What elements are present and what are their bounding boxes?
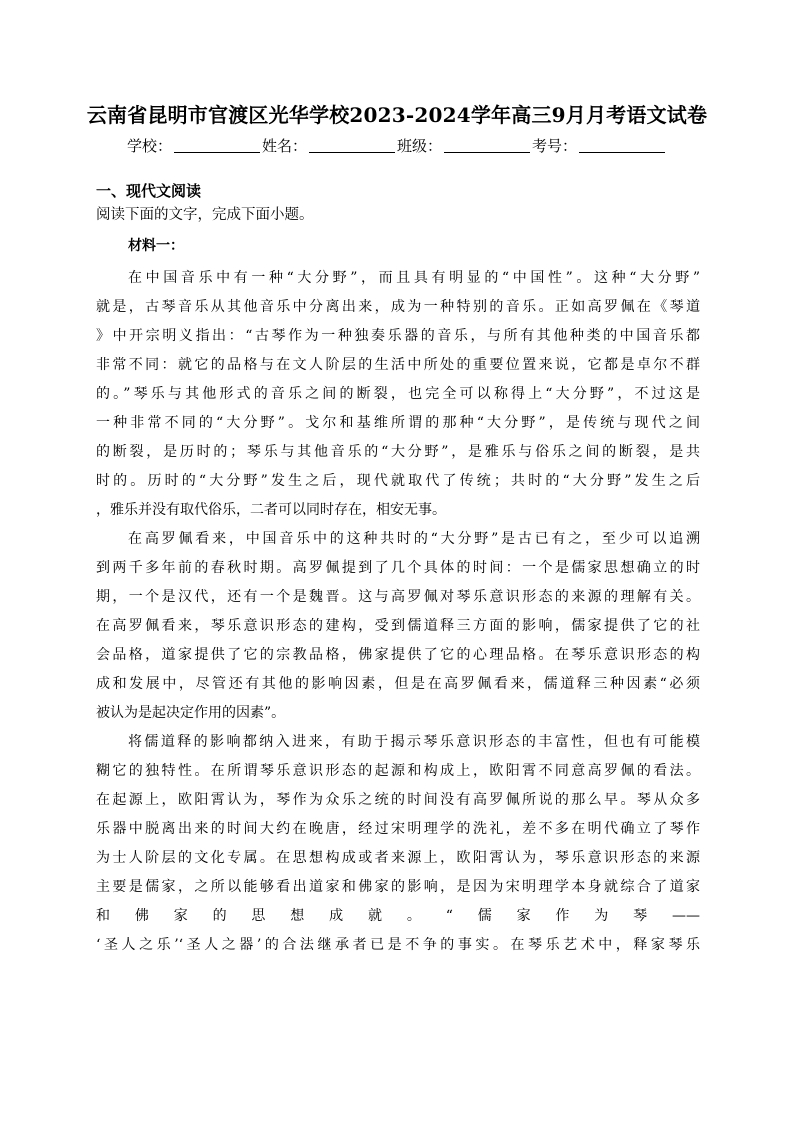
name-label: 姓名： [261, 137, 307, 155]
exam-number-blank[interactable] [579, 137, 665, 153]
passage-line: 成和发展中，尽管还有其他的影响因素，但是在高罗佩看来，儒道释三种因素“必须 [96, 676, 700, 692]
passage-line: 就是，古琴音乐从其他音乐中分离出来，成为一种特别的音乐。正如高罗佩在《琴道 [96, 299, 700, 315]
passage-line: 为士人阶层的文化专属。在思想构成或者来源上，欧阳霄认为，琴乐意识形态的来源 [96, 850, 700, 866]
passage-line: 会品格，道家提供了它的宗教品格，佛家提供了它的心理品格。在琴乐意识形态的构 [96, 647, 700, 663]
student-info-row [0, 136, 794, 156]
passage-line: 期，一个是汉代，还有一个是魏晋。这与高罗佩对琴乐意识形态的来源的理解有关。 [96, 589, 700, 605]
passage-line: ‘圣人之乐’‘圣人之器’的合法继承者已是不争的事实。在琴乐艺术中，释家琴乐 [96, 937, 700, 953]
reading-instruction: 阅读下面的文字，完成下面小题。 [96, 207, 314, 223]
passage-line: 到两千多年前的春秋时期。高罗佩提到了几个具体的时间：一个是儒家思想确立的时 [96, 560, 700, 576]
passage-line: 的。”琴乐与其他形式的音乐之间的断裂，也完全可以称得上“大分野”，不过这是 [96, 386, 700, 402]
passage-line: 一种非常不同的“大分野”。戈尔和基维所谓的那种“大分野”，是传统与现代之间 [96, 415, 700, 431]
passage-line: 非常不同：就它的品格与在文人阶层的生活中所处的重要位置来说，它都是卓尔不群 [96, 357, 700, 373]
exam-number-label: 考号： [532, 137, 578, 155]
passage-line: 被认为是起决定作用的因素”。 [96, 705, 286, 721]
passage-line: 糊它的独特性。在所谓琴乐意识形态的起源和构成上，欧阳霄不同意高罗佩的看法。 [96, 763, 700, 779]
passage-line: 乐器中脱离出来的时间大约在晚唐，经过宋明理学的洗礼，差不多在明代确立了琴作 [96, 821, 700, 837]
passage-line: 的断裂，是历时的；琴乐与其他音乐的“大分野”，是雅乐与俗乐之间的断裂，是共 [96, 444, 700, 460]
passage-line: 在高罗佩看来，琴乐意识形态的建构，受到儒道释三方面的影响，儒家提供了它的社 [96, 618, 700, 634]
passage-line: 》中开宗明义指出：“古琴作为一种独奏乐器的音乐，与所有其他种类的中国音乐都 [96, 328, 700, 344]
passage-body [96, 264, 700, 960]
name-blank[interactable] [309, 137, 395, 153]
passage-line: 将儒道释的影响都纳入进来，有助于揭示琴乐意识形态的丰富性，但也有可能模 [128, 734, 700, 750]
passage-line: 时的。历时的“大分野”发生之后，现代就取代了传统；共时的“大分野”发生之后 [96, 473, 700, 489]
passage-line: ，雅乐并没有取代俗乐，二者可以同时存在，相安无事。 [96, 502, 446, 518]
passage-line: 和佛家的思想成就。“儒家作为琴—— [96, 908, 700, 924]
exam-title: 云南省昆明市官渡区光华学校2023-2024学年高三9月月考语文试卷 [86, 103, 708, 127]
passage-line: 在起源上，欧阳霄认为，琴作为众乐之统的时间没有高罗佩所说的那么早。琴从众多 [96, 792, 700, 808]
section-heading: 一、现代文阅读 [96, 182, 202, 200]
passage-line: 主要是儒家，之所以能够看出道家和佛家的影响，是因为宋明理学本身就综合了道家 [96, 879, 700, 895]
school-label: 学校： [126, 137, 172, 155]
class-label: 班级： [397, 137, 443, 155]
passage-line: 在中国音乐中有一种“大分野”，而且具有明显的“中国性”。这种“大分野” [128, 270, 700, 286]
material-label: 材料一： [128, 238, 184, 254]
class-blank[interactable] [444, 137, 530, 153]
passage-line: 在高罗佩看来，中国音乐中的这种共时的“大分野”是古已有之，至少可以追溯 [128, 531, 700, 547]
school-blank[interactable] [174, 137, 260, 153]
